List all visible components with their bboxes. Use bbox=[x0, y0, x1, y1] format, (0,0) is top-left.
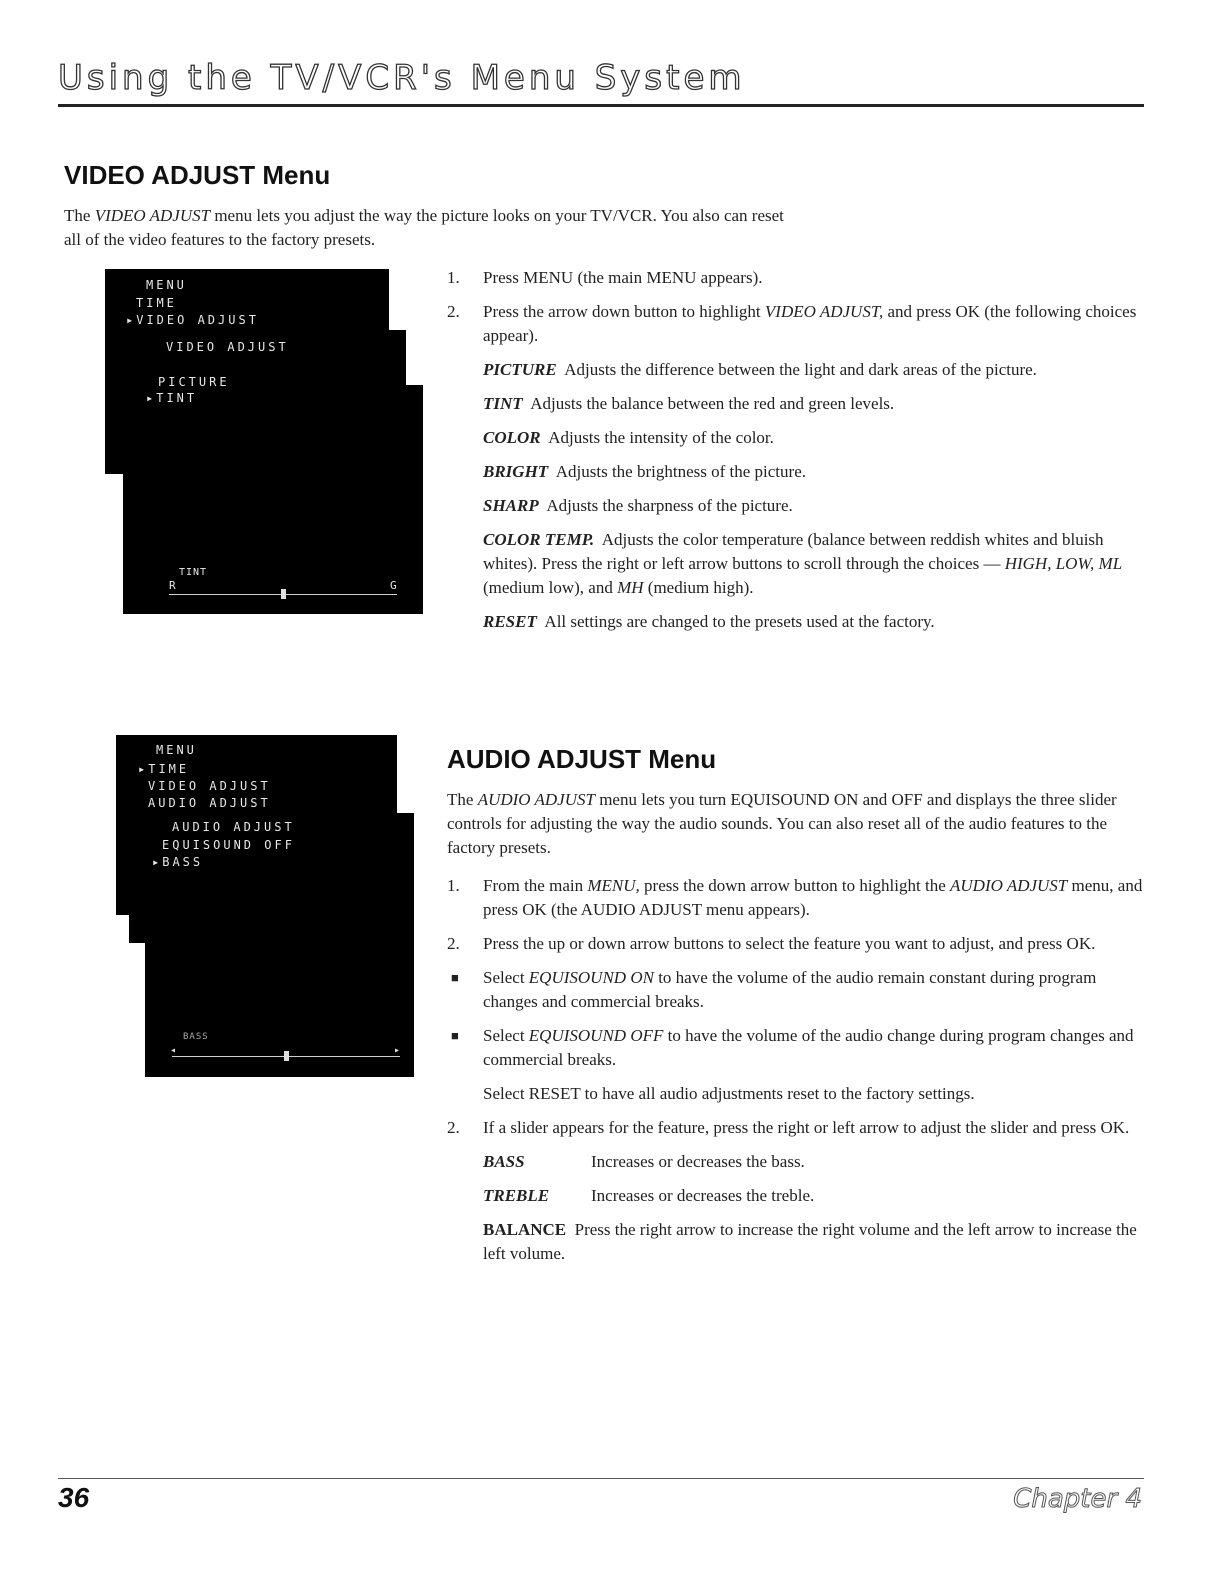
osd-menu-line: TIME bbox=[136, 296, 177, 310]
bullet-text: to have the volume of the audio remain constant during program changes and commercial breaks. bbox=[483, 968, 1097, 1011]
step-text: menu, and press OK (the AUDIO ADJUST menu appears). bbox=[483, 876, 1143, 919]
intro-italic: VIDEO ADJUST bbox=[94, 206, 211, 225]
osd-menu-line: ▸TINT bbox=[146, 391, 198, 405]
definition-desc: (medium high). bbox=[643, 578, 754, 597]
definition-term: BASS bbox=[483, 1152, 525, 1171]
definition-desc: Adjusts the difference between the light and dark areas of the picture. bbox=[564, 360, 1037, 379]
osd-menu-line: EQUISOUND OFF bbox=[162, 838, 295, 852]
definition-term: TREBLE bbox=[483, 1186, 550, 1205]
definition-desc: Adjusts the sharpness of the picture. bbox=[546, 496, 793, 515]
definition-balance bbox=[447, 1218, 1147, 1266]
definition-tint bbox=[447, 392, 1147, 416]
video-adjust-steps bbox=[447, 266, 1147, 644]
definition-term: SHARP bbox=[483, 496, 539, 515]
osd-slider-label: TINT bbox=[179, 567, 208, 578]
definition-term: BALANCE bbox=[483, 1220, 567, 1239]
intro-text: The bbox=[64, 206, 95, 225]
definition-color-temp bbox=[447, 528, 1147, 600]
definition-term: COLOR TEMP. bbox=[483, 530, 595, 549]
step-number: 2. bbox=[447, 302, 460, 321]
step-item bbox=[447, 300, 1147, 348]
definition-sharp bbox=[447, 494, 1147, 518]
video-adjust-heading: VIDEO ADJUST Menu bbox=[64, 160, 331, 190]
step-text: From the main bbox=[483, 876, 588, 895]
bullet-text: Select bbox=[483, 1026, 529, 1045]
definition-desc: Adjusts the brightness of the picture. bbox=[555, 462, 806, 481]
intro-italic: AUDIO ADJUST bbox=[477, 790, 595, 809]
step-item bbox=[447, 874, 1147, 922]
step-number: 2. bbox=[447, 934, 460, 953]
step-text: Press the arrow down button to highlight bbox=[483, 302, 765, 321]
page-number: 36 bbox=[58, 1482, 90, 1513]
definition-desc: Adjusts the color temperature (balance between reddish whites and bluish whites). Press the right or left arrow buttons to scroll through the choices — bbox=[483, 530, 1104, 573]
step-text: Press MENU (the main MENU appears). bbox=[483, 268, 763, 287]
osd-menu-line: MENU bbox=[156, 743, 197, 757]
step-item bbox=[447, 1116, 1147, 1140]
bullet-italic: EQUISOUND ON bbox=[528, 968, 654, 987]
osd-menu-line: ▸TIME bbox=[138, 762, 190, 776]
video-adjust-intro-line2: all of the video features to the factory presets. bbox=[64, 230, 376, 249]
step-text: press the down arrow button to highlight the bbox=[639, 876, 950, 895]
osd-menu-line: ▸VIDEO ADJUST bbox=[126, 313, 259, 327]
step-number: 1. bbox=[447, 268, 460, 287]
osd-slider-right: G bbox=[390, 579, 397, 592]
definition-reset bbox=[447, 610, 1147, 634]
step-item bbox=[447, 266, 1147, 290]
definition-term: BRIGHT bbox=[483, 462, 549, 481]
definition-picture bbox=[447, 358, 1147, 382]
audio-adjust-steps bbox=[447, 874, 1147, 1276]
osd-menu-line: AUDIO ADJUST bbox=[172, 820, 295, 834]
step-italic: VIDEO ADJUST, bbox=[764, 302, 884, 321]
step-text: Press the up or down arrow buttons to select the feature you want to adjust, and press OK. bbox=[483, 934, 1096, 953]
bullet-text: to have the volume of the audio change during program changes and commercial breaks. bbox=[483, 1026, 1134, 1069]
intro-text: menu lets you adjust the way the picture looks on your TV/VCR. You also can reset bbox=[210, 206, 784, 225]
bullet-item bbox=[447, 1024, 1147, 1072]
step-italic: MENU, bbox=[587, 876, 640, 895]
definition-italic: MH bbox=[617, 578, 644, 597]
intro-text: menu lets you turn EQUISOUND ON and OFF and displays the three slider controls for adjusting the way the audio sounds. You can also reset all of the audio features to the factory presets. bbox=[447, 790, 1117, 857]
definition-italic: HIGH, LOW, ML bbox=[1004, 554, 1123, 573]
definition-desc: Press the right arrow to increase the right volume and the left arrow to increase the left volume. bbox=[483, 1220, 1137, 1263]
definition-term: COLOR bbox=[483, 428, 541, 447]
definition-desc: Increases or decreases the treble. bbox=[591, 1186, 815, 1205]
video-adjust-intro bbox=[64, 204, 1124, 252]
bullet-item bbox=[447, 966, 1147, 1014]
intro-text: The bbox=[447, 790, 478, 809]
definition-desc: Increases or decreases the bass. bbox=[591, 1152, 805, 1171]
definition-bass bbox=[447, 1150, 1147, 1174]
osd-menu-line: AUDIO ADJUST bbox=[148, 796, 271, 810]
step-number: 1. bbox=[447, 876, 460, 895]
osd-slider-knob bbox=[284, 1051, 289, 1061]
osd-menu-line: VIDEO ADJUST bbox=[148, 779, 271, 793]
definition-term: PICTURE bbox=[483, 360, 557, 379]
step-text: If a slider appears for the feature, press the right or left arrow to adjust the slider and press OK. bbox=[483, 1118, 1130, 1137]
bullet-marker: ■ bbox=[451, 970, 459, 985]
osd-menu-line: MENU bbox=[146, 278, 187, 292]
osd-slider-knob bbox=[281, 589, 286, 599]
step-italic: AUDIO ADJUST bbox=[950, 876, 1068, 895]
osd-menu-line: PICTURE bbox=[158, 375, 230, 389]
screen-panel bbox=[129, 915, 414, 943]
header-rule bbox=[58, 104, 1144, 107]
bullet-text: Select bbox=[483, 968, 529, 987]
definition-desc: (medium low), and bbox=[483, 578, 618, 597]
osd-slider-left: ◂ bbox=[170, 1045, 177, 1056]
chapter-label: Chapter 4 bbox=[1013, 1484, 1142, 1514]
osd-slider-label: BASS bbox=[183, 1032, 209, 1042]
footer-rule bbox=[58, 1478, 1144, 1479]
definition-desc: Adjusts the balance between the red and green levels. bbox=[530, 394, 895, 413]
bullet-italic: EQUISOUND OFF bbox=[528, 1026, 664, 1045]
definition-treble bbox=[447, 1184, 1147, 1208]
osd-menu-line: ▸BASS bbox=[152, 855, 204, 869]
definition-term: TINT bbox=[483, 394, 523, 413]
reset-note: Select RESET to have all audio adjustments reset to the factory settings. bbox=[483, 1084, 975, 1103]
definition-term: RESET bbox=[483, 612, 537, 631]
audio-adjust-heading: AUDIO ADJUST Menu bbox=[447, 744, 717, 774]
video-adjust-intro-line1 bbox=[64, 204, 1124, 228]
definition-desc: Adjusts the intensity of the color. bbox=[548, 428, 774, 447]
step-text: and press OK (the following choices appear). bbox=[483, 302, 1137, 345]
definition-desc: All settings are changed to the presets used at the factory. bbox=[544, 612, 935, 631]
bullet-marker: ■ bbox=[451, 1028, 459, 1043]
definition-color bbox=[447, 426, 1147, 450]
osd-menu-line: VIDEO ADJUST bbox=[166, 340, 289, 354]
page-header-title: Using the TV/VCR's Menu System bbox=[58, 58, 746, 98]
step-number: 2. bbox=[447, 1118, 460, 1137]
definition-bright bbox=[447, 460, 1147, 484]
osd-slider-left: R bbox=[169, 579, 176, 592]
audio-adjust-intro bbox=[447, 788, 1147, 860]
osd-slider-right: ▸ bbox=[394, 1045, 401, 1056]
step-item bbox=[447, 932, 1147, 956]
